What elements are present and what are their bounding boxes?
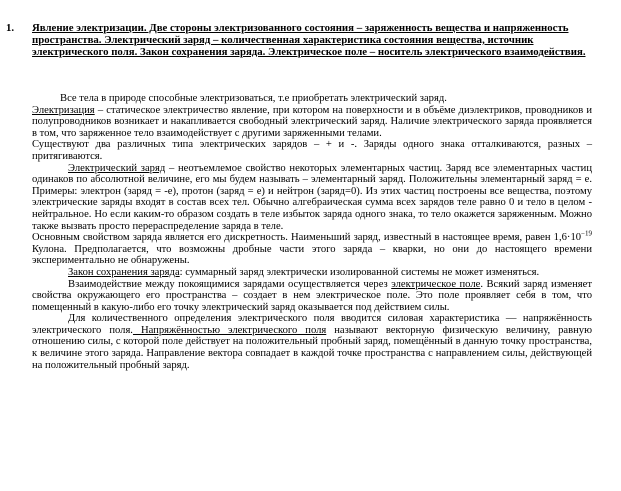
heading-number: 1.	[6, 22, 15, 34]
term-electric-charge: Электрический заряд	[68, 162, 166, 174]
paragraph-1-text: Все тела в природе способные электризоваться, т.е приобретать электрический заряд.	[60, 93, 447, 104]
paragraph-7-text-a: Взаимодействие между покоящимися зарядами осуществляется через	[68, 278, 392, 290]
paragraph-7	[32, 279, 592, 314]
paragraph-5	[32, 229, 592, 267]
paragraph-3-text: Существуют два различных типа электрических зарядов – + и -. Заряды одного знака отталкиваются, разных – притягиваются.	[32, 139, 592, 162]
paragraph-5-text-a: Основным свойством заряда является его дискретность. Наименьший заряд, известный в настоящее время, равен 1,6·10	[32, 232, 582, 244]
exponent: −19	[581, 229, 592, 238]
section-heading	[6, 22, 592, 58]
paragraph-4	[32, 163, 592, 233]
paragraph-7-text-b: . Всякий заряд изменяет свойства окружающего его пространства – создает в нем электрическое поле. Это поле проявляет себя в том, что помещенный в какую-либо его точку электрический заряд оказывается под действием силы.	[32, 278, 592, 313]
paragraph-8-text-a: Для количественного определения электрического поля вводится силовая характеристика — напряжённость электрического поля.	[32, 313, 592, 336]
term-electrization: Электризация	[32, 104, 95, 116]
paragraph-6	[32, 267, 592, 279]
paragraph-2	[32, 105, 592, 140]
paragraph-4-text: – неотъемлемое свойство некоторых элементарных частиц. Заряд все элементарных частиц одинаков по абсолютной величине, его мы будем называть – элементарный заряд. Положительны элементарный заряд = е. Примеры: электрон (заряд = -е), протон (заряд = е) и нейтрон (заряд=0). Из этих частиц построены все вещества, поэтому электрические заряды входят в состав всех тел. Обычно алгебраическая сумма всех зарядов теле равно 0 и тело в целом - нейтральное. Но если каким-то образом создать в теле избыток заряда одного знака, то тело окажется заряженным. Можно также вызвать просто перераспределение заряда в теле.	[32, 162, 592, 232]
heading-text: Явление электризации. Две стороны электризованного состояния – заряженность вещества и напряженность пространства. Электрический заряд – количественная характеристика состояния вещества, источник электрического поля. Закон сохранения заряда. Электрическое поле – носитель электрического взаимодействия.	[32, 22, 586, 58]
paragraph-8-text-b: называют векторную физическую величину, равную отношению силы, с которой поле действует на положительный пробный заряд, помещённый в данную точку пространства, к величине этого заряда. Направление вектора совпадает в каждой точке пространства с направлением силы, действующей на положительный пробный заряд.	[32, 324, 593, 371]
term-electric-field: электрическое поле	[391, 278, 481, 290]
paragraph-3	[32, 139, 592, 162]
paragraph-2-text: – статическое электричество явление, при котором на поверхности и в объёме диэлектриков, проводников и полупроводников возникает и накапливается свободный электрический заряд. Наличие электрического заряда проявляется в том, что заряженное тело взаимодействует с другими заряженными телами.	[32, 104, 592, 139]
term-field-strength: Напряжённостью электрического поля	[132, 324, 327, 336]
paragraph-5-text-b: Кулона. Предполагается, что возможны дробные части этого заряда – кварки, но они до настоящего времени экспериментально не обнаружены.	[32, 243, 592, 267]
paragraph-8	[32, 313, 592, 371]
document-body	[32, 93, 592, 371]
paragraph-1	[32, 93, 592, 105]
term-charge-conservation: Закон сохранения заряда	[68, 266, 180, 278]
paragraph-6-text: : суммарный заряд электрически изолированной системы не может изменяться.	[179, 266, 540, 278]
